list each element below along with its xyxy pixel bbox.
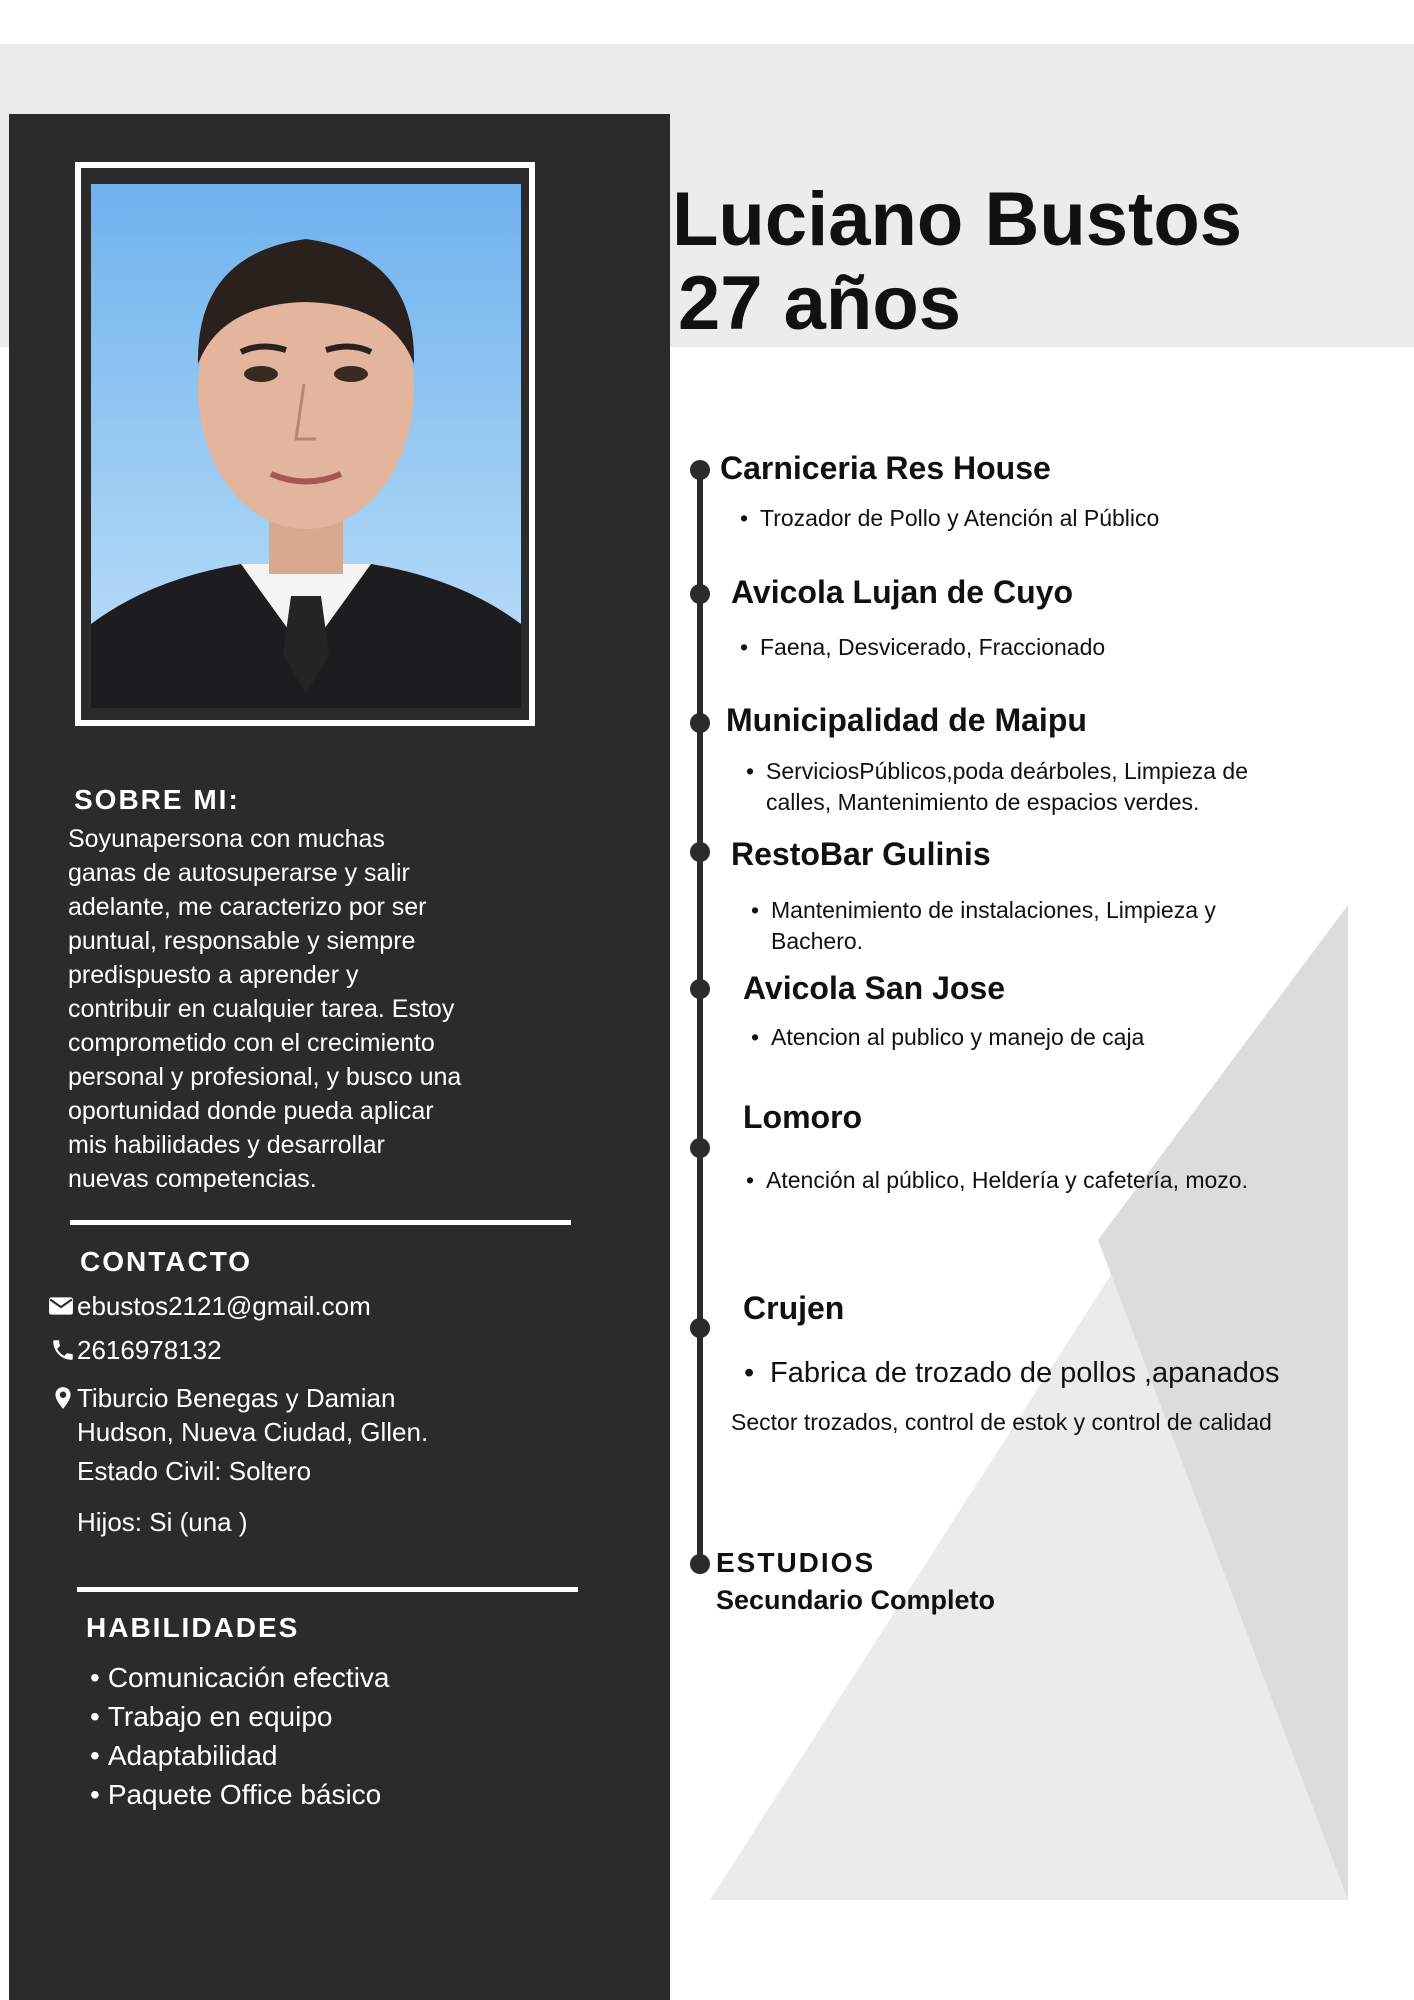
children-info: Hijos: Si (una ): [77, 1507, 248, 1537]
about-line: personal y profesional, y busco una: [68, 1063, 462, 1091]
job-description: • Faena, Desvicerado, Fraccionado: [740, 632, 1105, 663]
skill-item: • Adaptabilidad: [90, 1736, 390, 1775]
timeline-dot: [690, 842, 710, 862]
job-title: Crujen: [743, 1290, 845, 1326]
about-heading: SOBRE MI:: [74, 784, 240, 815]
phone-link[interactable]: 2616978132: [77, 1335, 222, 1365]
about-line: adelante, me caracterizo por ser: [68, 893, 427, 921]
timeline-line: [697, 468, 703, 1564]
address-line: Tiburcio Benegas y Damian: [77, 1383, 396, 1413]
timeline-dot: [690, 460, 710, 480]
job-description: [746, 756, 1366, 818]
job-description: • Atencion al publico y manejo de caja: [751, 1022, 1144, 1053]
job-description-line: • Mantenimiento de instalaciones, Limpieza y: [771, 897, 1216, 923]
job-title: RestoBar Gulinis: [731, 836, 991, 872]
timeline-dot: [690, 584, 710, 604]
education-heading: ESTUDIOS: [716, 1547, 876, 1578]
job-title: Carniceria Res House: [720, 450, 1051, 486]
job-description: [751, 895, 1371, 957]
timeline-dot: [690, 1554, 710, 1574]
skills-list: [90, 1658, 390, 1814]
job-title: Lomoro: [743, 1099, 863, 1135]
job-description: • Fabrica de trozado de pollos ,apanados: [744, 1358, 1279, 1389]
person-age: 27 años: [678, 261, 962, 346]
about-line: ganas de autosuperarse y salir: [68, 859, 410, 887]
about-line: comprometido con el crecimiento: [68, 1029, 435, 1057]
skill-item: • Trabajo en equipo: [90, 1697, 390, 1736]
job-title: Avicola San Jose: [743, 970, 1006, 1006]
email-link[interactable]: ebustos2121@gmail.com: [77, 1291, 371, 1321]
about-text: [68, 822, 548, 1196]
timeline-dot: [690, 979, 710, 999]
about-line: mis habilidades y desarrollar: [68, 1131, 385, 1159]
about-line: nuevas competencias.: [68, 1165, 317, 1193]
profile-photo: [91, 184, 521, 708]
timeline-dot: [690, 1138, 710, 1158]
education-detail: Secundario Completo: [716, 1585, 996, 1615]
divider: [77, 1587, 578, 1592]
location-pin-icon: [50, 1385, 76, 1411]
divider: [70, 1220, 571, 1225]
contact-heading: CONTACTO: [80, 1246, 253, 1277]
timeline-dot: [690, 1318, 710, 1338]
about-line: oportunidad donde pueda aplicar: [68, 1097, 434, 1125]
skills-heading: HABILIDADES: [86, 1612, 300, 1643]
job-description: • Trozador de Pollo y Atención al Público: [740, 503, 1159, 534]
job-title: Municipalidad de Maipu: [726, 702, 1087, 738]
about-line: predispuesto a aprender y: [68, 961, 359, 989]
about-line: puntual, responsable y siempre: [68, 927, 416, 955]
timeline-dot: [690, 713, 710, 733]
skill-item: • Paquete Office básico: [90, 1775, 390, 1814]
skill-item: • Comunicación efectiva: [90, 1658, 390, 1697]
job-extra-detail: Sector trozados, control de estok y control de calidad: [731, 1409, 1272, 1435]
address-line: Hudson, Nueva Ciudad, Gllen.: [77, 1417, 429, 1447]
job-description-line: Bachero.: [771, 928, 864, 954]
person-name: Luciano Bustos: [672, 177, 1243, 262]
about-line: Soyunapersona con muchas: [68, 825, 385, 853]
job-description-line: calles, Mantenimiento de espacios verdes.: [766, 789, 1200, 815]
job-title: Avicola Lujan de Cuyo: [731, 574, 1073, 610]
job-description: • Atención al público, Heldería y cafetería, mozo.: [746, 1165, 1248, 1196]
phone-icon: [50, 1337, 76, 1363]
about-line: contribuir en cualquier tarea. Estoy: [68, 995, 455, 1023]
job-description-line: • ServiciosPúblicos,poda deárboles, Limpieza de: [766, 758, 1249, 784]
civil-status: Estado Civil: Soltero: [77, 1456, 312, 1486]
mail-icon: [48, 1293, 74, 1319]
